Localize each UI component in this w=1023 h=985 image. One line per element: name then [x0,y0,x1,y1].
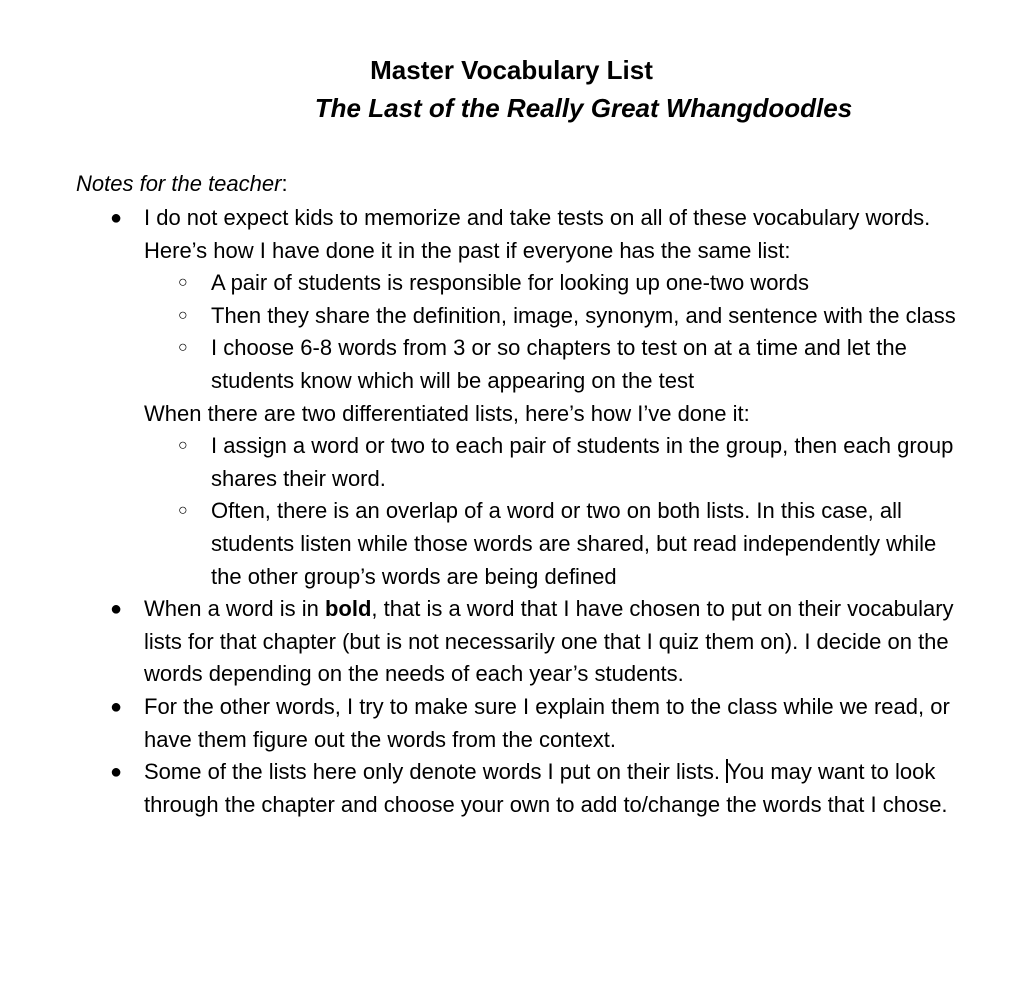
sub-list-item [0,300,956,333]
sub-item-text: Often, there is an overlap of a word or two on both lists. In this case, all students listen while those words are shared, but read independently while the other group’s words are being defined [211,498,937,589]
sub-item-text: I choose 6-8 words from 3 or so chapters to test on at a time and let the students know which will be appearing on the test [211,335,907,393]
bullet-icon: ● [110,761,123,784]
notes-heading-colon: : [281,171,288,196]
notes-list [0,202,1023,267]
sub-list-item [0,495,956,593]
document-subtitle: The Last of the Really Great Whangdoodles [314,93,853,123]
hollow-bullet-icon: ○ [178,274,188,292]
bullet-text-after: , that is a word that I have chosen to put on their vocabulary lists for that chapter (but is not necessarily one that I quiz them on). I decide on the words depending on the needs of each year’s students. [144,596,954,687]
hollow-bullet-icon: ○ [178,306,188,324]
sub-list [0,267,1023,397]
bullet-icon: ● [110,598,123,621]
sub-list-item [0,267,956,300]
bullet-text-before-cursor: Some of the lists here only denote words I put on their lists. [144,759,727,785]
notes-heading [76,168,288,200]
hollow-bullet-icon: ○ [178,502,188,520]
list-item [0,202,954,267]
bullet-text: For the other words, I try to make sure I explain them to the class while we read, or have them figure out the words from the context. [144,693,950,752]
sub-item-text: A pair of students is responsible for looking up one-two words [211,270,809,296]
sub-list-item [0,430,956,495]
sub-list-item [0,332,956,397]
sub-list [0,430,1023,593]
bullet-text-after-cursor: You may want to look through the chapter and choose your own to add to/change the words that I chose. [144,759,948,817]
bullet-icon: ● [110,695,123,718]
list-item [0,691,954,756]
list-item [0,756,954,821]
sub-item-text: Then they share the definition, image, synonym, and sentence with the class [211,302,956,328]
document-title: Master Vocabulary List [370,55,653,85]
sub-item-text: I assign a word or two to each pair of students in the group, then each group shares their word. [211,433,954,491]
bullet-icon: ● [110,207,123,229]
followup-text: When there are two differentiated lists, here’s how I’ve done it: [144,400,750,426]
notes-heading-text: Notes for the teacher [76,171,282,196]
hollow-bullet-icon: ○ [178,339,188,357]
bullet-text-before: When a word is in [144,596,325,622]
notes-list [0,593,1023,821]
bold-word: bold [324,596,372,622]
notes-body[interactable] [0,202,1023,821]
hollow-bullet-icon: ○ [178,437,188,455]
list-item [0,593,954,691]
bullet-text: I do not expect kids to memorize and take tests on all of these vocabulary words. Here’s how I have done it in the past if everyone has the same list: [144,205,931,263]
